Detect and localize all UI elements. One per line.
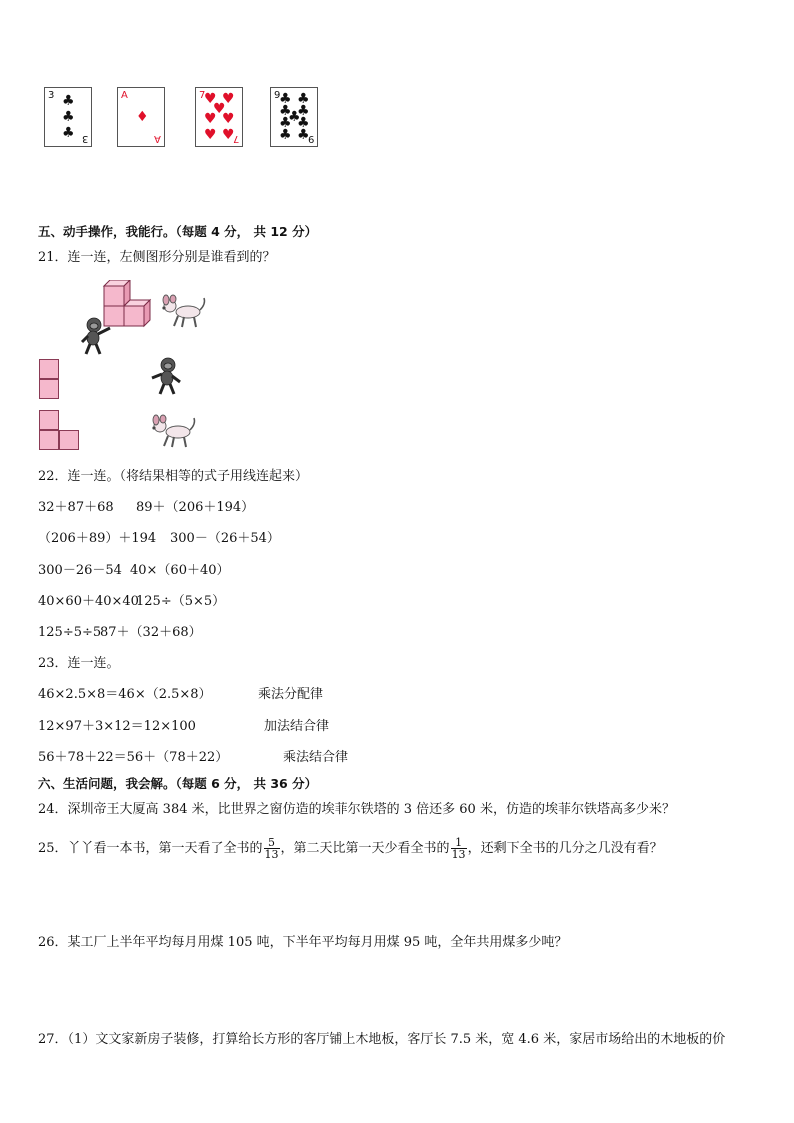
diamond-icon: ♦ xyxy=(136,109,149,125)
club-icon: ♣ xyxy=(62,125,75,141)
expression-row xyxy=(38,499,255,517)
club-icon: ♣ xyxy=(297,91,310,107)
expression-left: （206＋89）＋194 xyxy=(38,531,157,546)
equation: 12×97＋3×12＝12×100 xyxy=(38,719,196,734)
club-icon: ♣ xyxy=(279,115,292,131)
dog-icon xyxy=(160,294,208,330)
denominator: 13 xyxy=(451,848,466,861)
card-rank: 7 xyxy=(199,90,206,101)
heart-icon: ♥ xyxy=(222,127,235,143)
expression-left: 32＋87＋68 xyxy=(38,500,114,515)
expression-left: 40×60＋40×40 xyxy=(38,594,139,609)
question-23: 23．连一连。 xyxy=(38,656,120,671)
expression-right: 87＋（32＋68） xyxy=(100,625,202,640)
view-square xyxy=(39,379,59,399)
law-row xyxy=(38,686,324,704)
question-26: 26．某工厂上半年平均每月用煤 105 吨，下半年平均每月用煤 95 吨，全年共用煤多少吨？ xyxy=(38,935,568,950)
equation: 56＋78＋22＝56＋（78＋22） xyxy=(38,750,229,765)
monkey-icon xyxy=(150,356,186,396)
club-icon: ♣ xyxy=(279,91,292,107)
club-icon: ♣ xyxy=(297,115,310,131)
question-21: 21．连一连，左侧图形分别是谁看到的？ xyxy=(38,250,276,265)
card-rank: 7 xyxy=(232,133,239,144)
question-25-part1: 25．丫丫看一本书，第一天看了全书的 xyxy=(38,841,263,856)
heart-icon: ♥ xyxy=(204,91,217,107)
view-square xyxy=(39,410,59,430)
expression-left: 125÷5÷5 xyxy=(38,625,102,640)
club-icon: ♣ xyxy=(297,103,310,119)
club-icon: ♣ xyxy=(279,127,292,143)
heart-icon: ♥ xyxy=(204,111,217,127)
view-square xyxy=(39,359,59,379)
heart-icon: ♥ xyxy=(222,111,235,127)
card-rank: 3 xyxy=(48,90,55,101)
expression-row xyxy=(38,530,280,548)
question-25 xyxy=(38,836,663,862)
law-row xyxy=(38,749,349,767)
club-icon: ♣ xyxy=(297,127,310,143)
law-name: 乘法结合律 xyxy=(283,750,349,765)
question-25-part2: ，第二天比第一天少看全书的 xyxy=(280,841,450,856)
question-27: 27．（1）文文家新房子装修，打算给长方形的客厅铺上木地板，客厅长 7.5 米，宽 4.6 米，家居市场给出的木地板的价 xyxy=(38,1032,726,1047)
card-rank: 3 xyxy=(81,133,88,144)
section-6-title: 六、生活问题，我会解。（每题 6 分， 共 36 分） xyxy=(38,776,318,791)
dog-icon xyxy=(150,414,198,450)
monkey-icon xyxy=(78,316,114,356)
expression-right: 89＋（206＋194） xyxy=(136,500,255,515)
heart-icon: ♥ xyxy=(213,101,226,117)
club-icon: ♣ xyxy=(62,93,75,109)
question-25-part3: ，还剩下全书的几分之几没有看？ xyxy=(467,841,663,856)
expression-right: 300－（26＋54） xyxy=(170,531,280,546)
law-name: 乘法分配律 xyxy=(258,687,324,702)
playing-card-9-clubs xyxy=(270,87,318,147)
fraction xyxy=(451,837,467,860)
view-square xyxy=(59,430,79,450)
question-24: 24．深圳帝王大厦高 384 米，比世界之窗仿造的埃菲尔铁塔的 3 倍还多 60 米，仿造的埃菲尔铁塔高多少米？ xyxy=(38,802,675,817)
equation: 46×2.5×8＝46×（2.5×8） xyxy=(38,687,212,702)
club-icon: ♣ xyxy=(288,109,301,125)
card-rank: A xyxy=(154,133,161,144)
section-5-title: 五、动手操作，我能行。（每题 4 分， 共 12 分） xyxy=(38,224,318,239)
card-rank: 9 xyxy=(274,90,281,101)
expression-row xyxy=(38,624,202,642)
heart-icon: ♥ xyxy=(222,91,235,107)
numerator: 1 xyxy=(451,837,467,849)
view-square xyxy=(39,430,59,450)
club-icon: ♣ xyxy=(62,109,75,125)
expression-left: 300－26－54 xyxy=(38,563,122,578)
expression-right: 125÷（5×5） xyxy=(136,594,226,609)
club-icon: ♣ xyxy=(279,103,292,119)
expression-right: 40×（60＋40） xyxy=(130,563,230,578)
denominator: 13 xyxy=(264,848,279,861)
card-rank: 9 xyxy=(307,133,314,144)
law-row xyxy=(38,718,330,736)
heart-icon: ♥ xyxy=(204,127,217,143)
expression-row xyxy=(38,562,230,580)
numerator: 5 xyxy=(264,837,280,849)
playing-card-7-hearts xyxy=(195,87,243,147)
law-name: 加法结合律 xyxy=(264,719,330,734)
card-rank: A xyxy=(121,90,128,101)
expression-row xyxy=(38,593,226,611)
playing-card-a-diamonds xyxy=(117,87,165,147)
fraction xyxy=(264,837,280,860)
question-22: 22．连一连。（将结果相等的式子用线连起来） xyxy=(38,469,309,484)
playing-card-3-clubs xyxy=(44,87,92,147)
